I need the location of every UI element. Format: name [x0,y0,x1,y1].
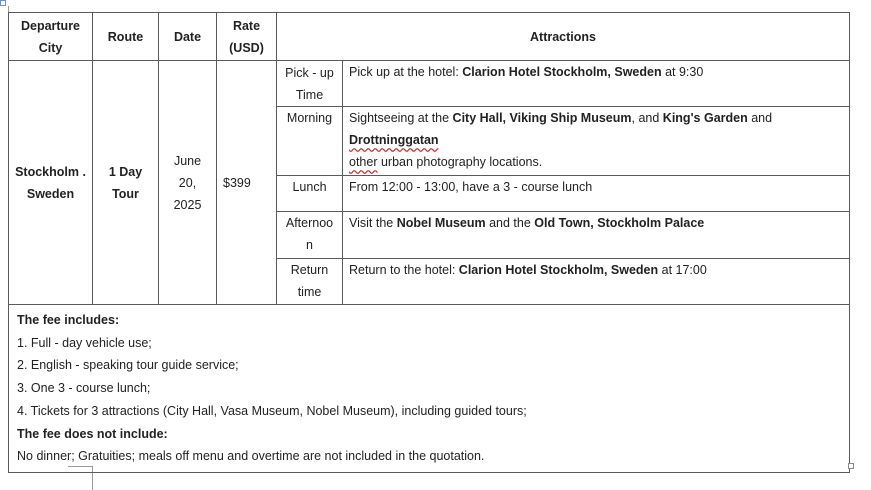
activity-text: Visit the [349,216,397,230]
activity-text: From 12:00 - 13:00, have a 3 - course lunch [349,180,593,194]
time-slot: Return time [277,259,343,305]
fee-excludes-text: No dinner; Gratuities; meals off menu and overtime are not included in the quotation. [17,449,485,464]
schedule-row [9,61,850,107]
activity-text: and the [485,216,535,230]
fees-row [9,305,850,473]
header-rate: Rate (USD) [217,13,277,61]
table-resize-handle[interactable] [848,463,854,469]
time-slot: Morning [277,107,343,176]
activity-text: and [747,111,773,125]
bold-text: City Hall, Viking Ship Museum [452,111,632,125]
fee-include-item: 4. Tickets for 3 attractions (City Hall, Vasa Museum, Nobel Museum), including guided tours; [17,403,527,418]
route-cell: 1 Day Tour [93,61,159,305]
header-row [9,13,850,61]
fee-include-item: 1. Full - day vehicle use; [17,335,152,350]
activity-text: urban photography locations. [377,155,543,169]
time-slot: Lunch [277,176,343,212]
header-attractions: Attractions [277,13,850,61]
header-departure-city: Departure City [9,13,93,61]
header-route: Route [93,13,159,61]
activity-text: Sightseeing at the [349,111,453,125]
bold-text: Drottninggatan [349,133,439,147]
activity-cell [343,107,850,176]
fee-include-item: 3. One 3 - course lunch; [17,381,151,396]
rate-cell: $399 [217,61,277,305]
activity-text: at 17:00 [658,263,707,277]
time-slot: Afternoon [277,212,343,259]
fee-excludes-title: The fee does not include: [17,426,168,441]
fees-cell [9,305,850,473]
time-slot: Pick - up Time [277,61,343,107]
departure-city-cell: Stockholm . Sweden [9,61,93,305]
activity-cell [343,259,850,305]
bold-text: King's Garden [662,111,748,125]
fee-include-item: 2. English - speaking tour guide service; [17,358,239,373]
tour-table [8,12,850,473]
activity-text: Pick up at the hotel: [349,65,463,79]
bold-text: Old Town, Stockholm Palace [534,216,705,230]
activity-cell [343,176,850,212]
activity-cell [343,212,850,259]
fee-includes-title: The fee includes: [17,313,120,327]
date-cell: June 20, 2025 [159,61,217,305]
bold-text: Clarion Hotel Stockholm, Sweden [458,263,659,277]
activity-text: other [349,155,378,169]
bold-text: Nobel Museum [396,216,486,230]
activity-text: Return to the hotel: [349,263,459,277]
activity-text: , and [631,111,663,125]
activity-text: at 9:30 [661,65,704,79]
header-date: Date [159,13,217,61]
activity-cell [343,61,850,107]
bold-text: Clarion Hotel Stockholm, Sweden [462,65,662,79]
